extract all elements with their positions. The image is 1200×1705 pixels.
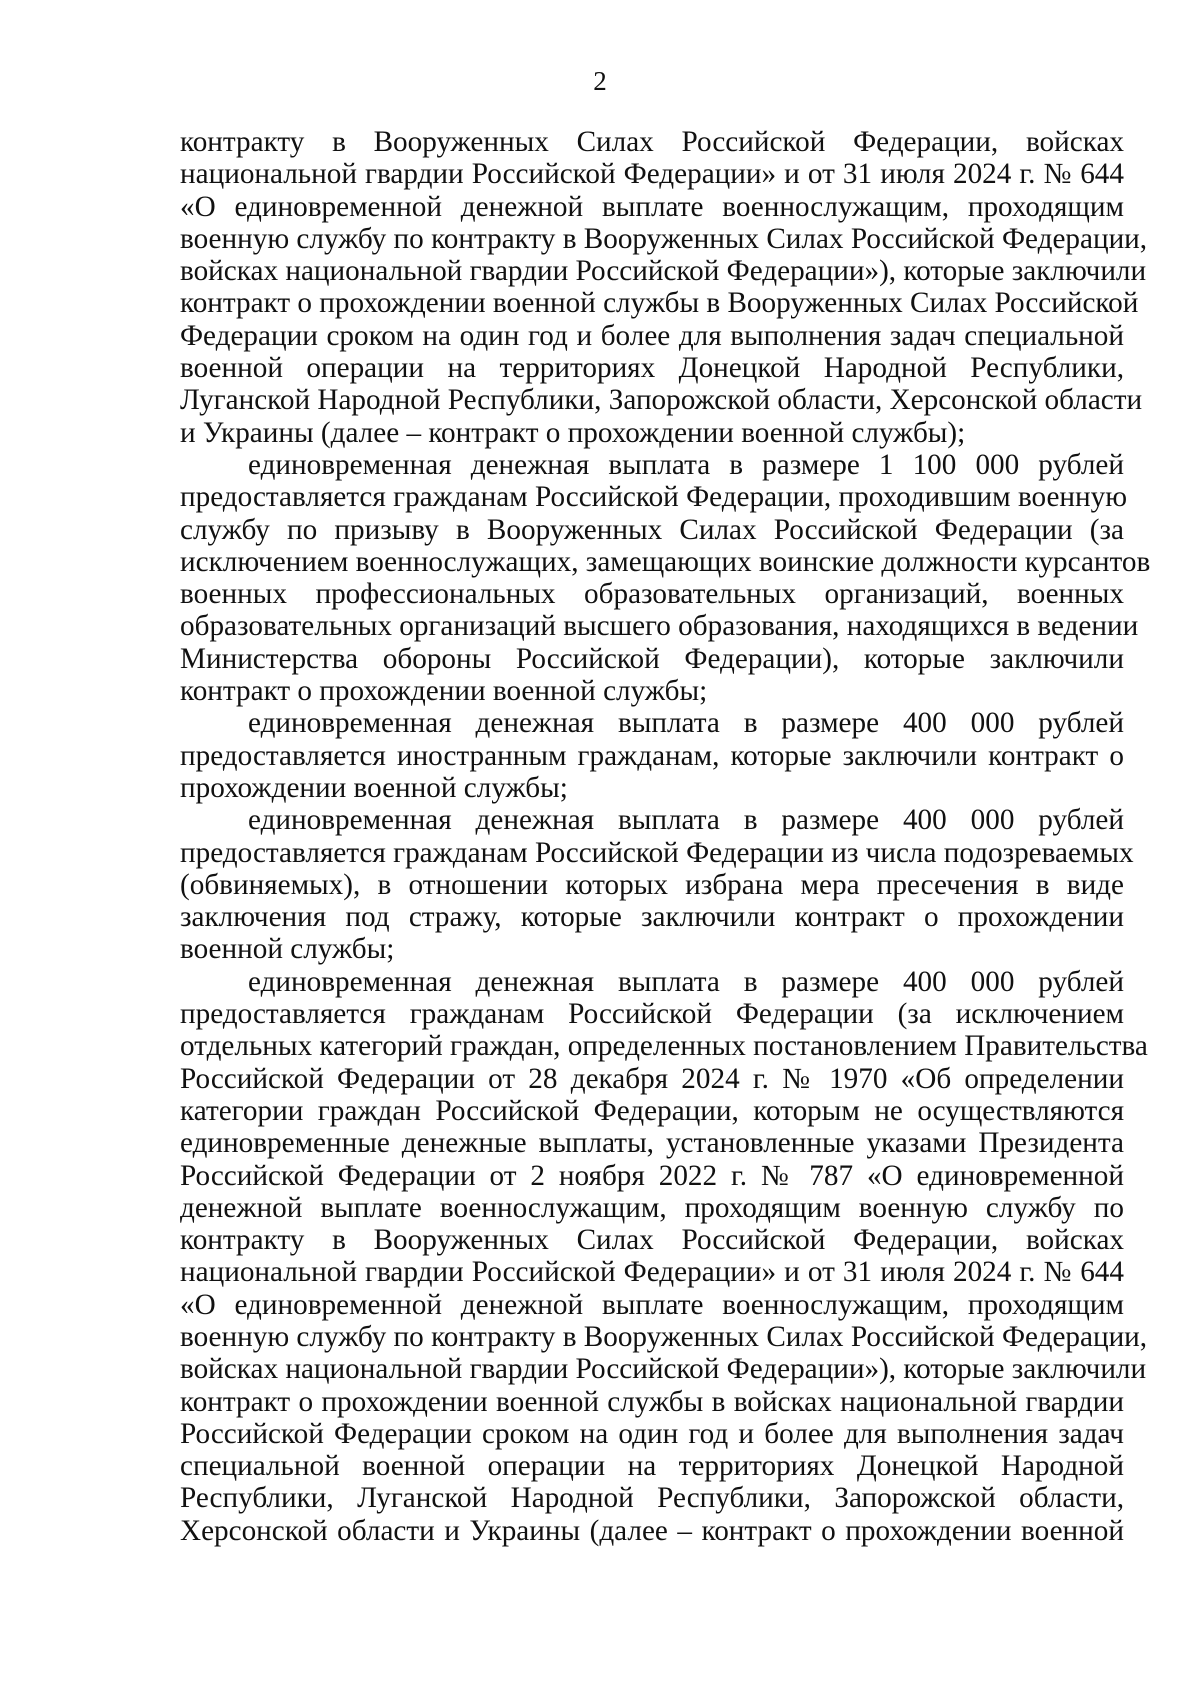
page-number: 2 bbox=[593, 66, 607, 96]
paragraph-line: войсках национальной гвардии Российской Федерации»), которые заключили bbox=[180, 255, 1147, 288]
paragraph-line: Российской Федерации от 2 ноября 2022 г. № 787 «О единовременной bbox=[180, 1159, 1124, 1192]
paragraph-line: исключением военнослужащих, замещающих воинские должности курсантов bbox=[180, 545, 1151, 578]
paragraph-line: контракту в Вооруженных Силах Российской Федерации, войсках bbox=[180, 1224, 1124, 1257]
paragraph-line: (обвиняемых), в отношении которых избрана мера пресечения в виде bbox=[180, 868, 1124, 901]
paragraph-line: отдельных категорий граждан, определенных постановлением Правительства bbox=[180, 1030, 1148, 1063]
paragraph-line: военной операции на территориях Донецкой Народной Республики, bbox=[180, 352, 1124, 385]
document-body bbox=[180, 126, 1151, 1547]
paragraph-line: Херсонской области и Украины (далее – контракт о прохождении военной bbox=[180, 1514, 1124, 1547]
paragraph-line: единовременная денежная выплата в размере 1 100 000 рублей bbox=[248, 448, 1124, 481]
paragraph-line: национальной гвардии Российской Федерации» и от 31 июля 2024 г. № 644 bbox=[180, 158, 1124, 191]
paragraph-line: контракту в Вооруженных Силах Российской Федерации, войсках bbox=[180, 126, 1124, 158]
paragraph-line: предоставляется гражданам Российской Федерации из числа подозреваемых bbox=[180, 836, 1134, 869]
paragraph bbox=[180, 804, 1134, 966]
paragraph-line: образовательных организаций высшего образования, находящихся в ведении bbox=[180, 610, 1139, 643]
paragraph-line: единовременная денежная выплата в размере 400 000 рублей bbox=[248, 804, 1124, 837]
paragraph-line: контракт о прохождении военной службы в войсках национальной гвардии bbox=[180, 1385, 1124, 1418]
paragraph-line: прохождении военной службы; bbox=[180, 771, 568, 804]
paragraph-line: военную службу по контракту в Вооруженных Силах Российской Федерации, bbox=[180, 1320, 1148, 1353]
paragraph-line: предоставляется иностранным гражданам, которые заключили контракт о bbox=[180, 739, 1124, 772]
paragraph-line: «О единовременной денежной выплате военнослужащим, проходящим bbox=[180, 1288, 1124, 1321]
paragraph-line: заключения под стражу, которые заключили контракт о прохождении bbox=[180, 901, 1124, 934]
paragraph-line: категории граждан Российской Федерации, которым не осуществляются bbox=[180, 1094, 1124, 1127]
paragraph-line: войсках национальной гвардии Российской Федерации»), которые заключили bbox=[180, 1353, 1147, 1386]
paragraph-line: контракт о прохождении военной службы; bbox=[180, 675, 708, 708]
paragraph-line: единовременная денежная выплата в размере 400 000 рублей bbox=[248, 965, 1124, 998]
paragraph-line: «О единовременной денежной выплате военнослужащим, проходящим bbox=[180, 190, 1124, 223]
paragraph-line: единовременные денежные выплаты, установленные указами Президента bbox=[180, 1127, 1124, 1160]
paragraph-line: единовременная денежная выплата в размере 400 000 рублей bbox=[248, 707, 1124, 740]
paragraph-line: национальной гвардии Российской Федерации» и от 31 июля 2024 г. № 644 bbox=[180, 1256, 1124, 1289]
paragraph-line: предоставляется гражданам Российской Федерации, проходившим военную bbox=[180, 481, 1128, 514]
paragraph-line: Федерации сроком на один год и более для выполнения задач специальной bbox=[180, 319, 1124, 352]
paragraph bbox=[180, 448, 1151, 708]
paragraph-line: службу по призыву в Вооруженных Силах Российской Федерации (за bbox=[180, 513, 1124, 546]
paragraph bbox=[180, 707, 1124, 804]
paragraph-line: специальной военной операции на территориях Донецкой Народной bbox=[180, 1450, 1124, 1483]
paragraph-line: и Украины (далее – контракт о прохождении военной службы); bbox=[180, 416, 966, 449]
paragraph-line: военную службу по контракту в Вооруженных Силах Российской Федерации, bbox=[180, 222, 1148, 255]
paragraph bbox=[180, 965, 1148, 1547]
paragraph-line: военных профессиональных образовательных организаций, военных bbox=[180, 578, 1124, 611]
paragraph-line: контракт о прохождении военной службы в Вооруженных Силах Российской bbox=[180, 287, 1139, 320]
paragraph-line: Российской Федерации сроком на один год и более для выполнения задач bbox=[180, 1417, 1124, 1450]
paragraph-line: Российской Федерации от 28 декабря 2024 г. № 1970 «Об определении bbox=[180, 1062, 1124, 1095]
paragraph-line: Луганской Народной Республики, Запорожской области, Херсонской области bbox=[180, 384, 1143, 417]
paragraph-line: предоставляется гражданам Российской Федерации (за исключением bbox=[180, 998, 1124, 1031]
paragraph bbox=[180, 126, 1148, 449]
paragraph-line: военной службы; bbox=[180, 933, 395, 966]
paragraph-line: Республики, Луганской Народной Республики, Запорожской области, bbox=[180, 1482, 1124, 1515]
paragraph-line: денежной выплате военнослужащим, проходящим военную службу по bbox=[180, 1191, 1124, 1224]
paragraph-line: Министерства обороны Российской Федерации), которые заключили bbox=[180, 642, 1124, 675]
